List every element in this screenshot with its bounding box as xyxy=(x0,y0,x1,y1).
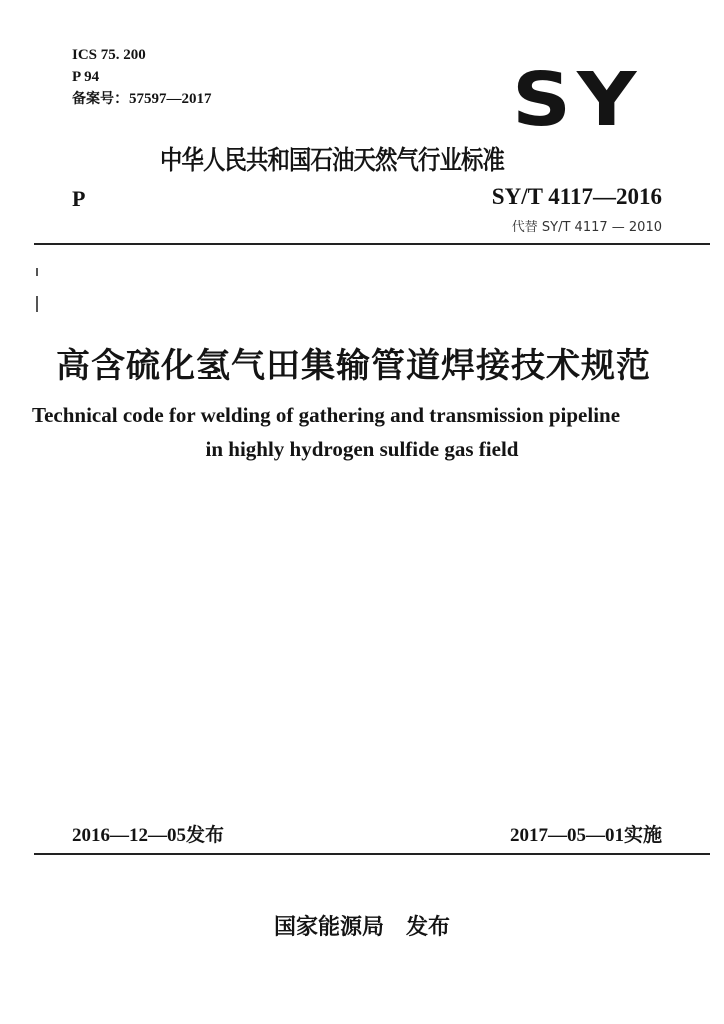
publisher-action: 发布 xyxy=(406,915,451,940)
standard-number: SY/T 4117—2016 xyxy=(491,184,662,209)
top-divider xyxy=(34,243,710,245)
ics-code: ICS 75. 200 xyxy=(72,47,146,63)
publisher-name: 国家能源局 xyxy=(273,915,384,940)
effective-date-value: 2017—05—01 xyxy=(509,825,624,846)
document-title-english xyxy=(0,398,724,466)
effective-label: 实施 xyxy=(623,824,662,846)
scan-mark xyxy=(36,296,38,312)
sy-logo: SY xyxy=(512,57,643,144)
scan-mark xyxy=(36,268,38,276)
issue-date-value: 2016—12—05 xyxy=(72,825,186,846)
document-title-chinese: 高含硫化氢气田集输管道焊接技术规范 xyxy=(56,346,651,386)
bottom-divider xyxy=(34,853,710,855)
issue-label: 发布 xyxy=(186,824,225,846)
standard-codes-block xyxy=(72,44,212,110)
class-code: P 94 xyxy=(72,69,100,85)
effective-date xyxy=(510,820,662,847)
record-number: 57597—2017 xyxy=(129,91,212,107)
issuer-heading: 中华人民共和国石油天然气行业标准 xyxy=(160,146,505,176)
publisher-line xyxy=(0,910,724,941)
record-number-line xyxy=(72,88,212,110)
title-english-line-2: in highly hydrogen sulfide gas field xyxy=(205,437,519,461)
record-separator: ： xyxy=(114,91,130,107)
replaces-standard: 代替 SY/T 4117 — 2010 xyxy=(511,220,662,235)
title-english-line-1: Technical code for welding of gathering and transmission pipeline xyxy=(32,403,621,427)
issue-date xyxy=(72,820,224,847)
category-letter: P xyxy=(72,186,86,211)
record-label: 备案号 xyxy=(72,91,114,107)
